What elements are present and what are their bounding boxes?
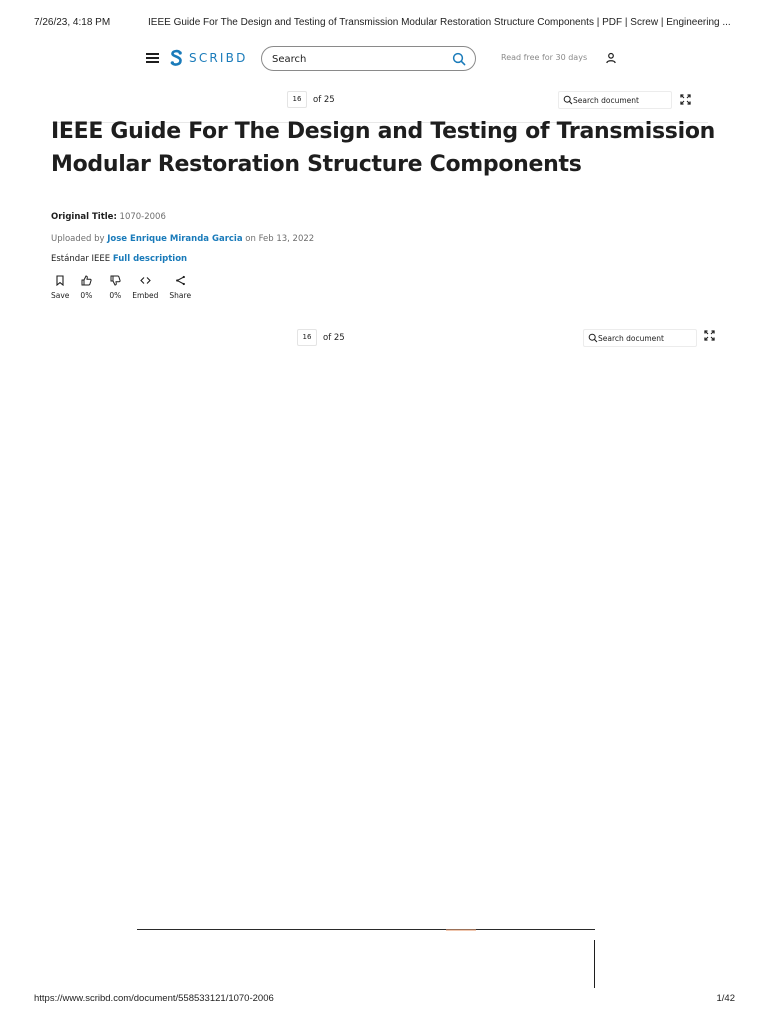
code-icon <box>140 275 151 286</box>
page-number-input[interactable]: 16 <box>287 91 307 108</box>
document-search-label: Search document <box>573 96 639 105</box>
document-search-label: Search document <box>598 334 664 343</box>
page-navigator-top <box>287 91 335 108</box>
full-description-link[interactable]: Full description <box>112 254 188 264</box>
uploader-link[interactable]: Jose Enrique Miranda Garcia <box>107 234 243 244</box>
top-navigation-bar <box>0 44 768 72</box>
thumbs-up-icon <box>81 275 92 286</box>
page-total: of 25 <box>323 332 345 343</box>
upload-date: on Feb 13, 2022 <box>245 234 315 244</box>
page-bottom-rule <box>137 929 595 930</box>
print-timestamp: 7/26/23, 4:18 PM <box>34 17 111 28</box>
print-footer <box>34 993 735 1007</box>
share-icon <box>175 275 186 286</box>
save-label: Save <box>51 291 70 300</box>
search-icon <box>563 95 573 105</box>
search-field[interactable] <box>261 46 476 71</box>
downvote-percent: 0% <box>109 291 122 300</box>
search-icon[interactable] <box>452 52 466 66</box>
uploaded-by-label: Uploaded by <box>51 234 105 244</box>
document-title: IEEE Guide For The Design and Testing of Transmission Modular Restoration Structure Components <box>51 119 716 177</box>
read-free-link[interactable]: Read free for 30 days <box>501 53 588 62</box>
search-input[interactable] <box>272 52 442 66</box>
print-page-title: IEEE Guide For The Design and Testing of Transmission Modular Restoration Structure Components | PDF | Screw | Engineering ... <box>148 17 731 28</box>
embed-button[interactable] <box>132 275 158 300</box>
document-actions <box>51 275 202 300</box>
original-title-row <box>51 212 166 222</box>
print-header <box>34 17 738 31</box>
print-url: https://www.scribd.com/document/558533121/1070-2006 <box>34 993 274 1004</box>
page-bottom-accent <box>446 929 476 931</box>
upvote-button[interactable] <box>80 275 92 300</box>
user-account-button[interactable] <box>601 48 621 68</box>
description-row <box>51 254 187 264</box>
scribd-logo-icon <box>170 49 183 67</box>
original-title-value: 1070-2006 <box>119 212 166 222</box>
menu-icon[interactable] <box>146 53 159 63</box>
print-page-count: 1/42 <box>716 993 735 1004</box>
document-search-mid[interactable] <box>583 329 697 347</box>
save-button[interactable] <box>51 275 69 300</box>
downvote-button[interactable] <box>109 275 121 300</box>
upvote-percent: 0% <box>80 291 93 300</box>
page-total: of 25 <box>313 94 335 105</box>
document-search-top[interactable] <box>558 91 672 109</box>
search-icon <box>588 333 598 343</box>
description-text: Estándar IEEE <box>51 254 111 264</box>
embed-label: Embed <box>132 291 159 300</box>
bookmark-icon <box>55 275 65 286</box>
thumbs-down-icon <box>110 275 121 286</box>
scribd-logo[interactable] <box>170 49 248 67</box>
page-navigator-mid <box>297 329 345 346</box>
page-vertical-rule <box>594 940 595 988</box>
uploader-row <box>51 234 314 244</box>
share-button[interactable] <box>169 275 191 300</box>
brand-name: SCRIBD <box>189 51 248 65</box>
user-icon <box>605 52 617 64</box>
original-title-label: Original Title: <box>51 212 117 222</box>
fullscreen-icon[interactable] <box>680 94 691 105</box>
fullscreen-icon[interactable] <box>704 330 715 341</box>
page-number-input[interactable]: 16 <box>297 329 317 346</box>
share-label: Share <box>169 291 192 300</box>
